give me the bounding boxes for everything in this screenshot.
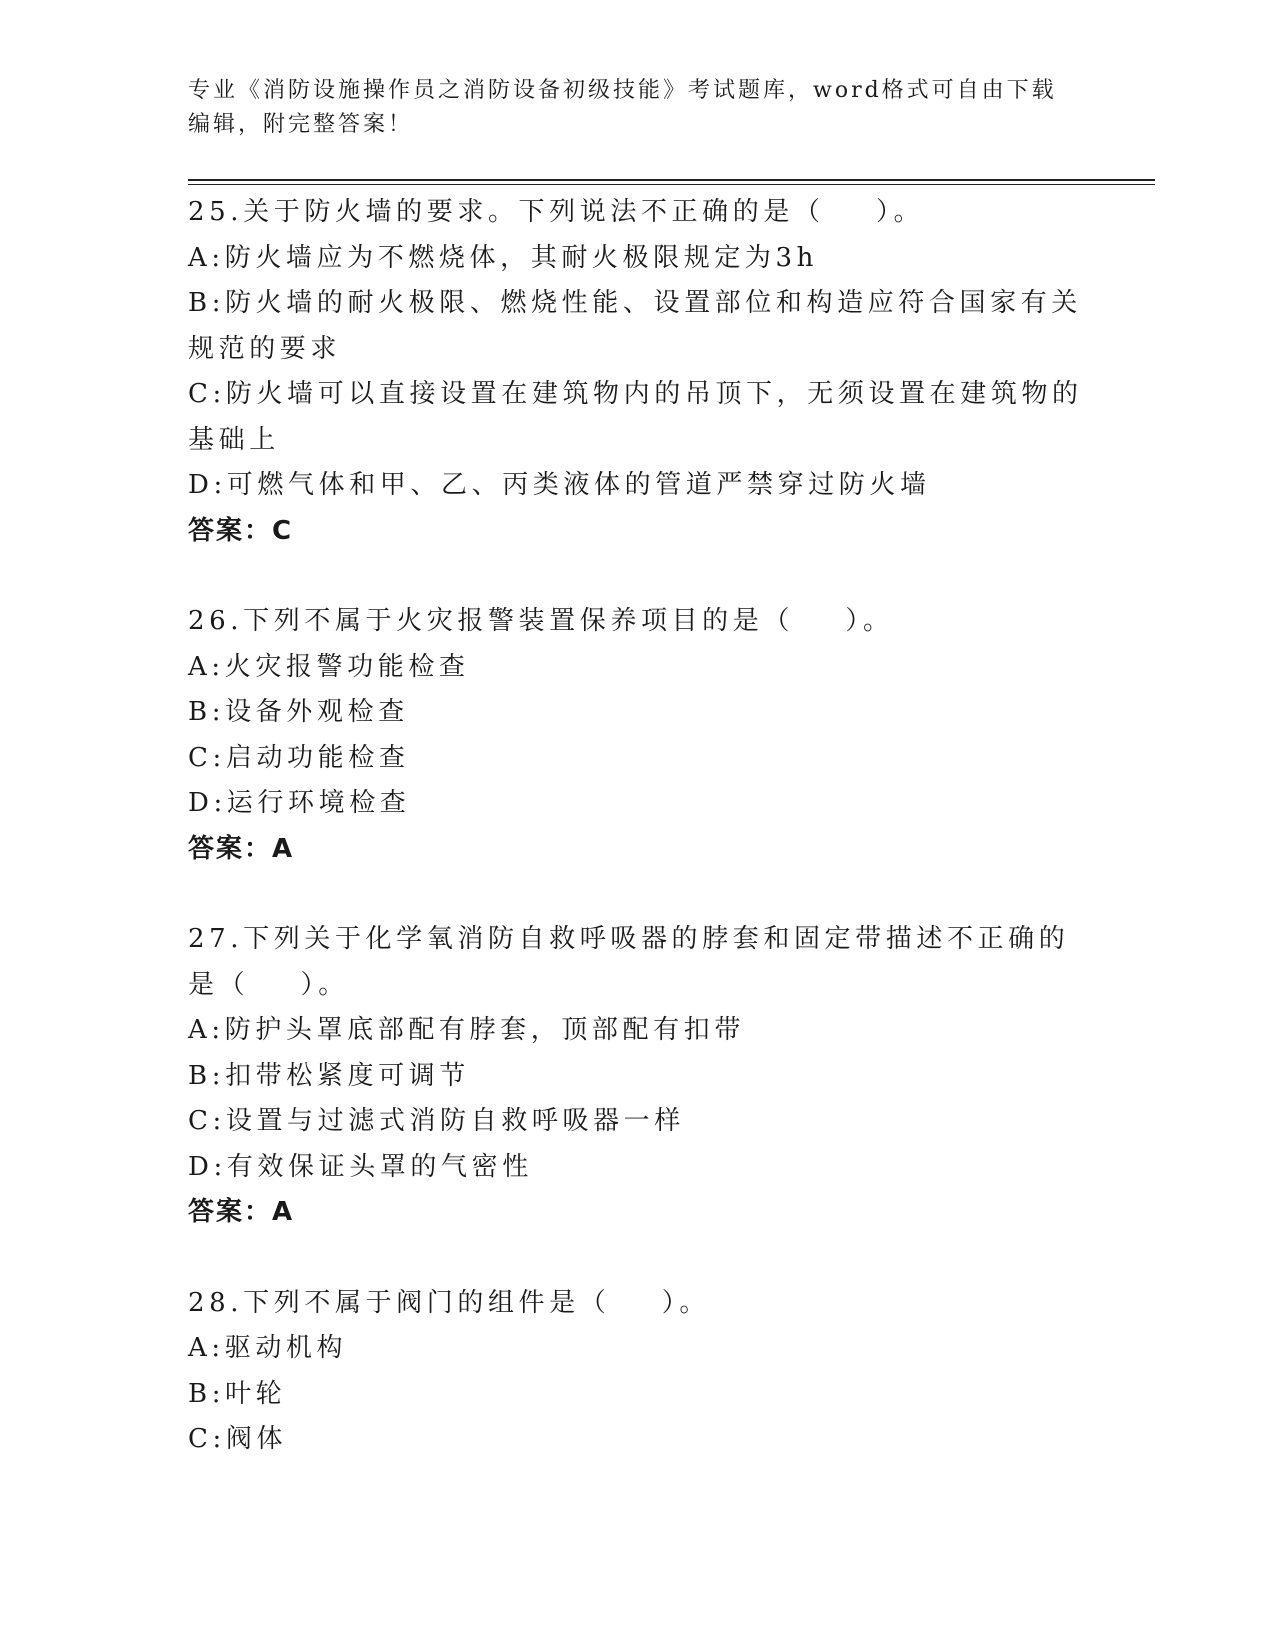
option-c: C:防火墙可以直接设置在建筑物内的吊顶下，无须设置在建筑物的基础上: [188, 379, 1083, 455]
option-b: B:扣带松紧度可调节: [188, 1060, 470, 1091]
option-a: A:驱动机构: [188, 1333, 348, 1363]
question-stem: 27.下列关于化学氧消防自救呼吸器的脖套和固定带描述不正确的是（ ）。: [188, 924, 1070, 1000]
option-b: B:防火墙的耐火极限、燃烧性能、设置部位和构造应符合国家有关规范的要求: [188, 288, 1082, 364]
option-c: C:设置与过滤式消防自救呼吸器一样: [188, 1106, 685, 1136]
question-27: [188, 917, 1088, 1236]
option-c: C:阀体: [188, 1424, 288, 1454]
question-list: [188, 190, 1088, 1508]
option-a: A:防护头罩底部配有脖套，顶部配有扣带: [188, 1015, 745, 1045]
option-b: B:叶轮: [188, 1378, 287, 1409]
header-divider: [188, 179, 1155, 181]
option-a: A:防火墙应为不燃烧体，其耐火极限规定为3h: [188, 242, 819, 273]
answer-text: 答案：A: [188, 833, 295, 864]
question-28: [188, 1281, 1088, 1463]
question-stem: 25.关于防火墙的要求。下列说法不正确的是（ ）。: [188, 197, 925, 227]
question-26: [188, 599, 1088, 872]
document-header: 专业《消防设施操作员之消防设备初级技能》考试题库，word格式可自由下载编辑，附完整答案！: [188, 78, 1057, 137]
option-c: C:启动功能检查: [188, 742, 410, 773]
option-d: D:有效保证头罩的气密性: [188, 1151, 533, 1182]
header-divider-thin: [188, 184, 1155, 185]
question-stem: 26.下列不属于火灾报警装置保养项目的是（ ）。: [188, 606, 894, 636]
answer-text: 答案：A: [188, 1197, 295, 1227]
option-d: D:可燃气体和甲、乙、丙类液体的管道严禁穿过防火墙: [188, 470, 931, 500]
question-stem: 28.下列不属于阀门的组件是（ ）。: [188, 1287, 711, 1318]
option-b: B:设备外观检查: [188, 697, 409, 727]
option-a: A:火灾报警功能检查: [188, 651, 470, 682]
option-d: D:运行环境检查: [188, 788, 411, 818]
question-25: [188, 190, 1088, 554]
answer-text: 答案：C: [188, 515, 294, 546]
